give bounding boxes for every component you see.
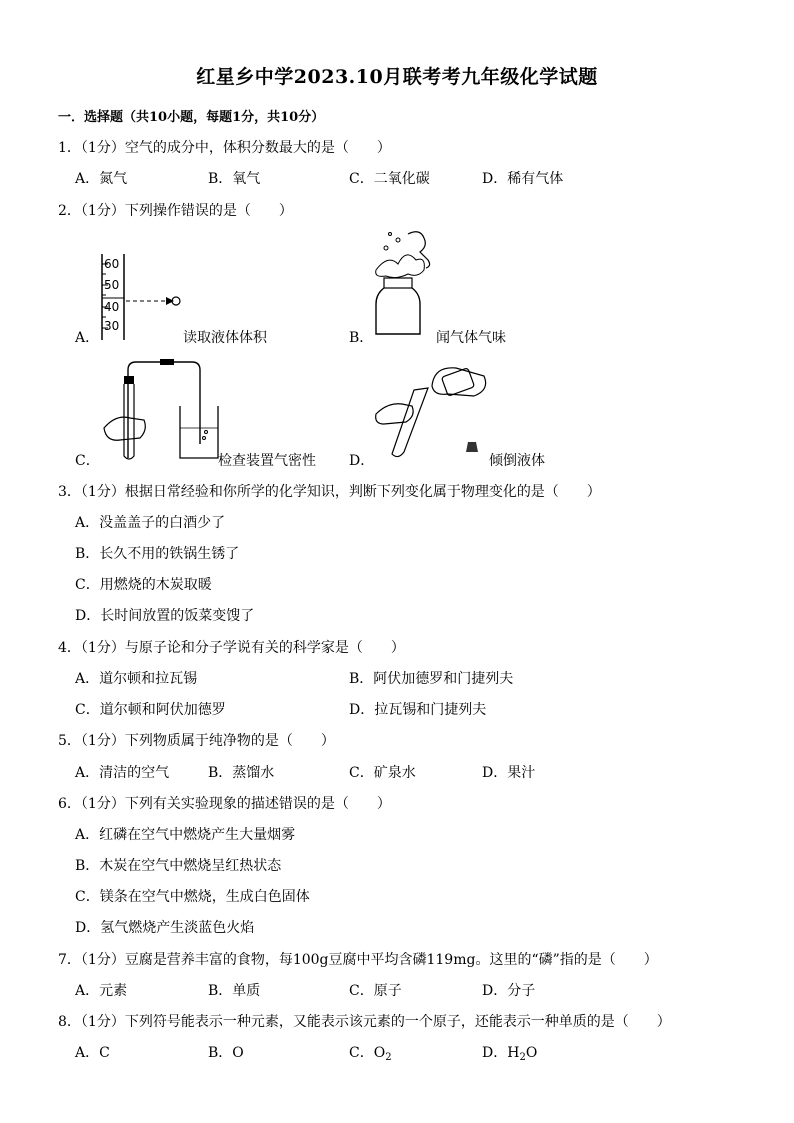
page-title: 红星乡中学2023.10月联考考九年级化学试题 [196,66,598,88]
tick-label-40: 40 [104,300,120,314]
q1-option-d: D．稀有气体 [482,171,564,187]
figure-c-caption: 检查装置气密性 [218,453,316,469]
airtightness-check-figure [100,358,220,462]
q8-option-c-subscript: 2 [385,1052,392,1063]
q1-option-b: B．氧气 [208,171,261,187]
q3-option-b: B．长久不用的铁锅生锈了 [75,546,240,562]
q8-option-a: A．C [75,1045,110,1061]
q4-option-b: B．阿伏加德罗和门捷列夫 [349,671,514,687]
q7-option-d: D．分子 [482,983,536,999]
q6-option-b: B．木炭在空气中燃烧呈红热状态 [75,858,282,874]
q8-option-c-text: C．O [349,1045,386,1061]
tick-label-50: 50 [104,278,120,292]
section-heading: 一．选择题（共10小题，每题1分，共10分） [58,110,325,125]
question-5-stem: 5．（1分）下列物质属于纯净物的是（ ） [58,733,335,749]
question-8-stem: 8．（1分）下列符号能表示一种元素，又能表示该元素的一个原子，还能表示一种单质的是（ ） [58,1014,671,1030]
q6-option-c: C．镁条在空气中燃烧，生成白色固体 [75,889,310,905]
figure-b-caption: 闻气体气味 [436,330,506,346]
q8-option-d-subscript: 2 [519,1052,526,1063]
smelling-gas-figure [368,226,438,340]
q1-option-c: C．二氧化碳 [349,171,430,187]
q5-option-c: C．矿泉水 [349,765,416,781]
q2-option-a: A． [75,330,100,346]
q8-option-b: B．O [208,1045,244,1061]
q1-option-a: A．氮气 [75,171,128,187]
q6-option-d: D．氢气燃烧产生淡蓝色火焰 [75,920,255,936]
bottle-stopper-icon [466,442,478,452]
q5-option-a: A．清洁的空气 [75,765,170,781]
q7-option-c: C．原子 [349,983,402,999]
q8-option-c [349,1042,392,1063]
q7-option-a: A．元素 [75,983,128,999]
q4-option-a: A．道尔顿和拉瓦锡 [75,671,198,687]
q3-option-d: D．长时间放置的饭菜变馊了 [75,608,255,624]
q2-option-b: B． [349,330,374,346]
q2-option-c: C． [75,453,100,469]
question-2-stem: 2．（1分）下列操作错误的是（ ） [58,203,293,219]
q5-option-b: B．蒸馏水 [208,765,275,781]
question-7-stem: 7．（1分）豆腐是营养丰富的食物，每100g豆腐中平均含磷119mg。这里的“磷”指的是（ ） [58,952,658,968]
q2-option-d: D． [349,453,375,469]
q5-option-d: D．果汁 [482,765,536,781]
q8-option-d [482,1042,537,1063]
q8-option-d-tail: O [525,1045,538,1061]
q7-option-b: B．单质 [208,983,261,999]
pouring-liquid-figure [372,356,496,460]
q4-option-d: D．拉瓦锡和门捷列夫 [349,702,487,718]
question-4-stem: 4．（1分）与原子论和分子学说有关的科学家是（ ） [58,640,405,656]
question-3-stem: 3．（1分）根据日常经验和你所学的化学知识，判断下列变化属于物理变化的是（ ） [58,484,601,500]
q6-option-a: A．红磷在空气中燃烧产生大量烟雾 [75,827,296,843]
question-1-stem: 1．（1分）空气的成分中，体积分数最大的是（ ） [58,140,391,156]
q4-option-c: C．道尔顿和阿伏加德罗 [75,702,226,718]
q8-option-d-text: D．H [482,1045,520,1061]
question-6-stem: 6．（1分）下列有关实验现象的描述错误的是（ ） [58,796,391,812]
q3-option-c: C．用燃烧的木炭取暖 [75,577,212,593]
tick-label-60: 60 [104,257,120,271]
q3-option-a: A．没盖盖子的白酒少了 [75,515,226,531]
figure-d-caption: 倾倒液体 [489,453,545,469]
figure-a-caption: 读取液体体积 [183,330,267,346]
tick-label-30: 30 [104,319,120,333]
